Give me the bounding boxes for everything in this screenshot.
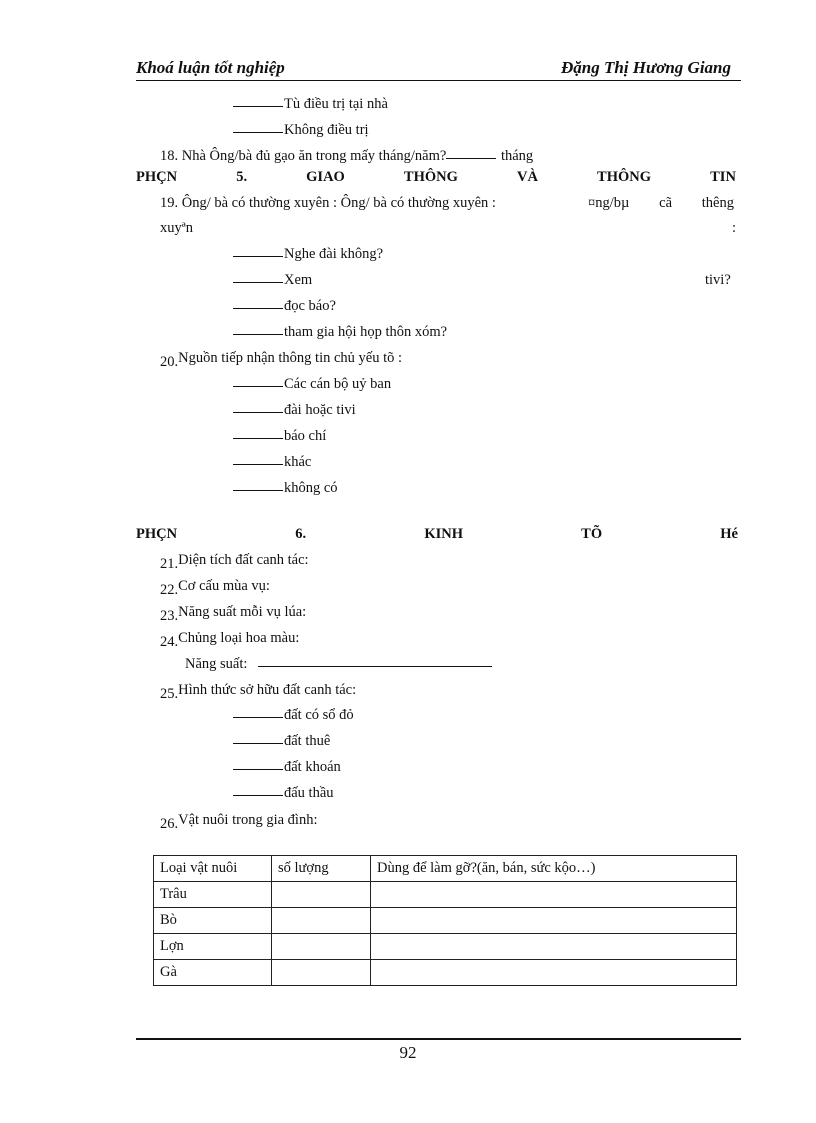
blank-line [233,743,283,744]
table-cell[interactable] [371,882,737,908]
option-item: Không điều trị [233,122,369,139]
table-row [154,882,737,908]
table-cell: Lợn [154,934,272,960]
blank-line [233,769,283,770]
option-item: đấu thầu [233,785,334,802]
question-24: 24.Chủng loại hoa màu: [160,630,300,650]
section-5-title: PHÇN 5. GIAO THÔNG VÀ THÔNG TIN [136,169,736,185]
table-header-row [154,856,737,882]
table-cell[interactable] [272,882,371,908]
option-item: đất có sổ đỏ [233,707,354,724]
blank-line [233,464,283,465]
blank-line [233,490,283,491]
blank-line [233,282,283,283]
header-rule [136,80,741,81]
question-18: 18. Nhà Ông/bà đủ gạo ăn trong mấy tháng/năm? tháng [160,148,534,164]
question-23: 23.Năng suất mỗi vụ lúa: [160,604,307,624]
table-row [154,960,737,986]
option-item: tham gia hội họp thôn xóm? [233,324,447,341]
table-cell[interactable] [371,908,737,934]
table-row [154,934,737,960]
option-item: đất khoán [233,759,341,776]
blank-line [233,438,283,439]
question-19-line2: xuyªn [160,220,194,236]
table-cell[interactable] [272,934,371,960]
livestock-table [153,855,737,986]
question-19-tail: ¤ng/bµ cã thêng [588,195,734,211]
blank-line [233,106,283,107]
option-item: đất thuê [233,733,330,750]
page-number: 92 [399,1043,417,1062]
header-left: Khoá luận tốt nghiệp [136,58,285,77]
table-cell[interactable] [272,908,371,934]
table-header-cell: Loại vật nuôi [154,856,272,882]
table-cell[interactable] [371,960,737,986]
table-row [154,908,737,934]
option-item: khác [233,454,311,471]
blank-line [233,412,283,413]
option-item: Nghe đài không? [233,246,383,263]
option-item: Các cán bộ uỷ ban [233,376,391,393]
footer-rule [136,1038,741,1040]
header-right: Đặng Thị Hương Giang [561,58,731,77]
blank-line [233,334,283,335]
question-26: 26.Vật nuôi trong gia đình: [160,812,318,832]
blank-line [258,666,492,667]
blank-line [233,308,283,309]
question-19: 19. Ông/ bà có thường xuyên : Ông/ bà có thường xuyên : [160,195,496,211]
option-item: Xem [233,272,312,289]
option-item: đài hoặc tivi [233,402,356,419]
option-item: đọc báo? [233,298,336,315]
option-item-tail: tivi? [705,272,731,288]
section-6-title: PHÇN 6. KINH TÕ Hé [136,526,738,542]
option-item: báo chí [233,428,326,445]
blank-line [233,717,283,718]
table-header-cell: số lượng [272,856,371,882]
blank-line [233,386,283,387]
question-25: 25.Hình thức sở hữu đất canh tác: [160,682,357,702]
question-19-colon: : [732,220,737,236]
table-cell[interactable] [371,934,737,960]
question-21: 21.Diện tích đất canh tác: [160,552,309,572]
table-cell[interactable] [272,960,371,986]
table-cell: Gà [154,960,272,986]
table-cell: Bò [154,908,272,934]
question-20: 20.Nguồn tiếp nhận thông tin chủ yếu tõ : [160,350,403,370]
option-item: không có [233,480,338,497]
blank-line [233,256,283,257]
option-item: Tù điều trị tại nhà [233,96,388,113]
yield-line: Năng suất: [185,656,492,673]
blank-line [233,132,283,133]
table-cell: Trâu [154,882,272,908]
blank-line [446,158,496,159]
table-header-cell: Dùng để làm gỡ?(ăn, bán, sức kộo…) [371,856,737,882]
question-22: 22.Cơ cấu mùa vụ: [160,578,270,598]
blank-line [233,795,283,796]
